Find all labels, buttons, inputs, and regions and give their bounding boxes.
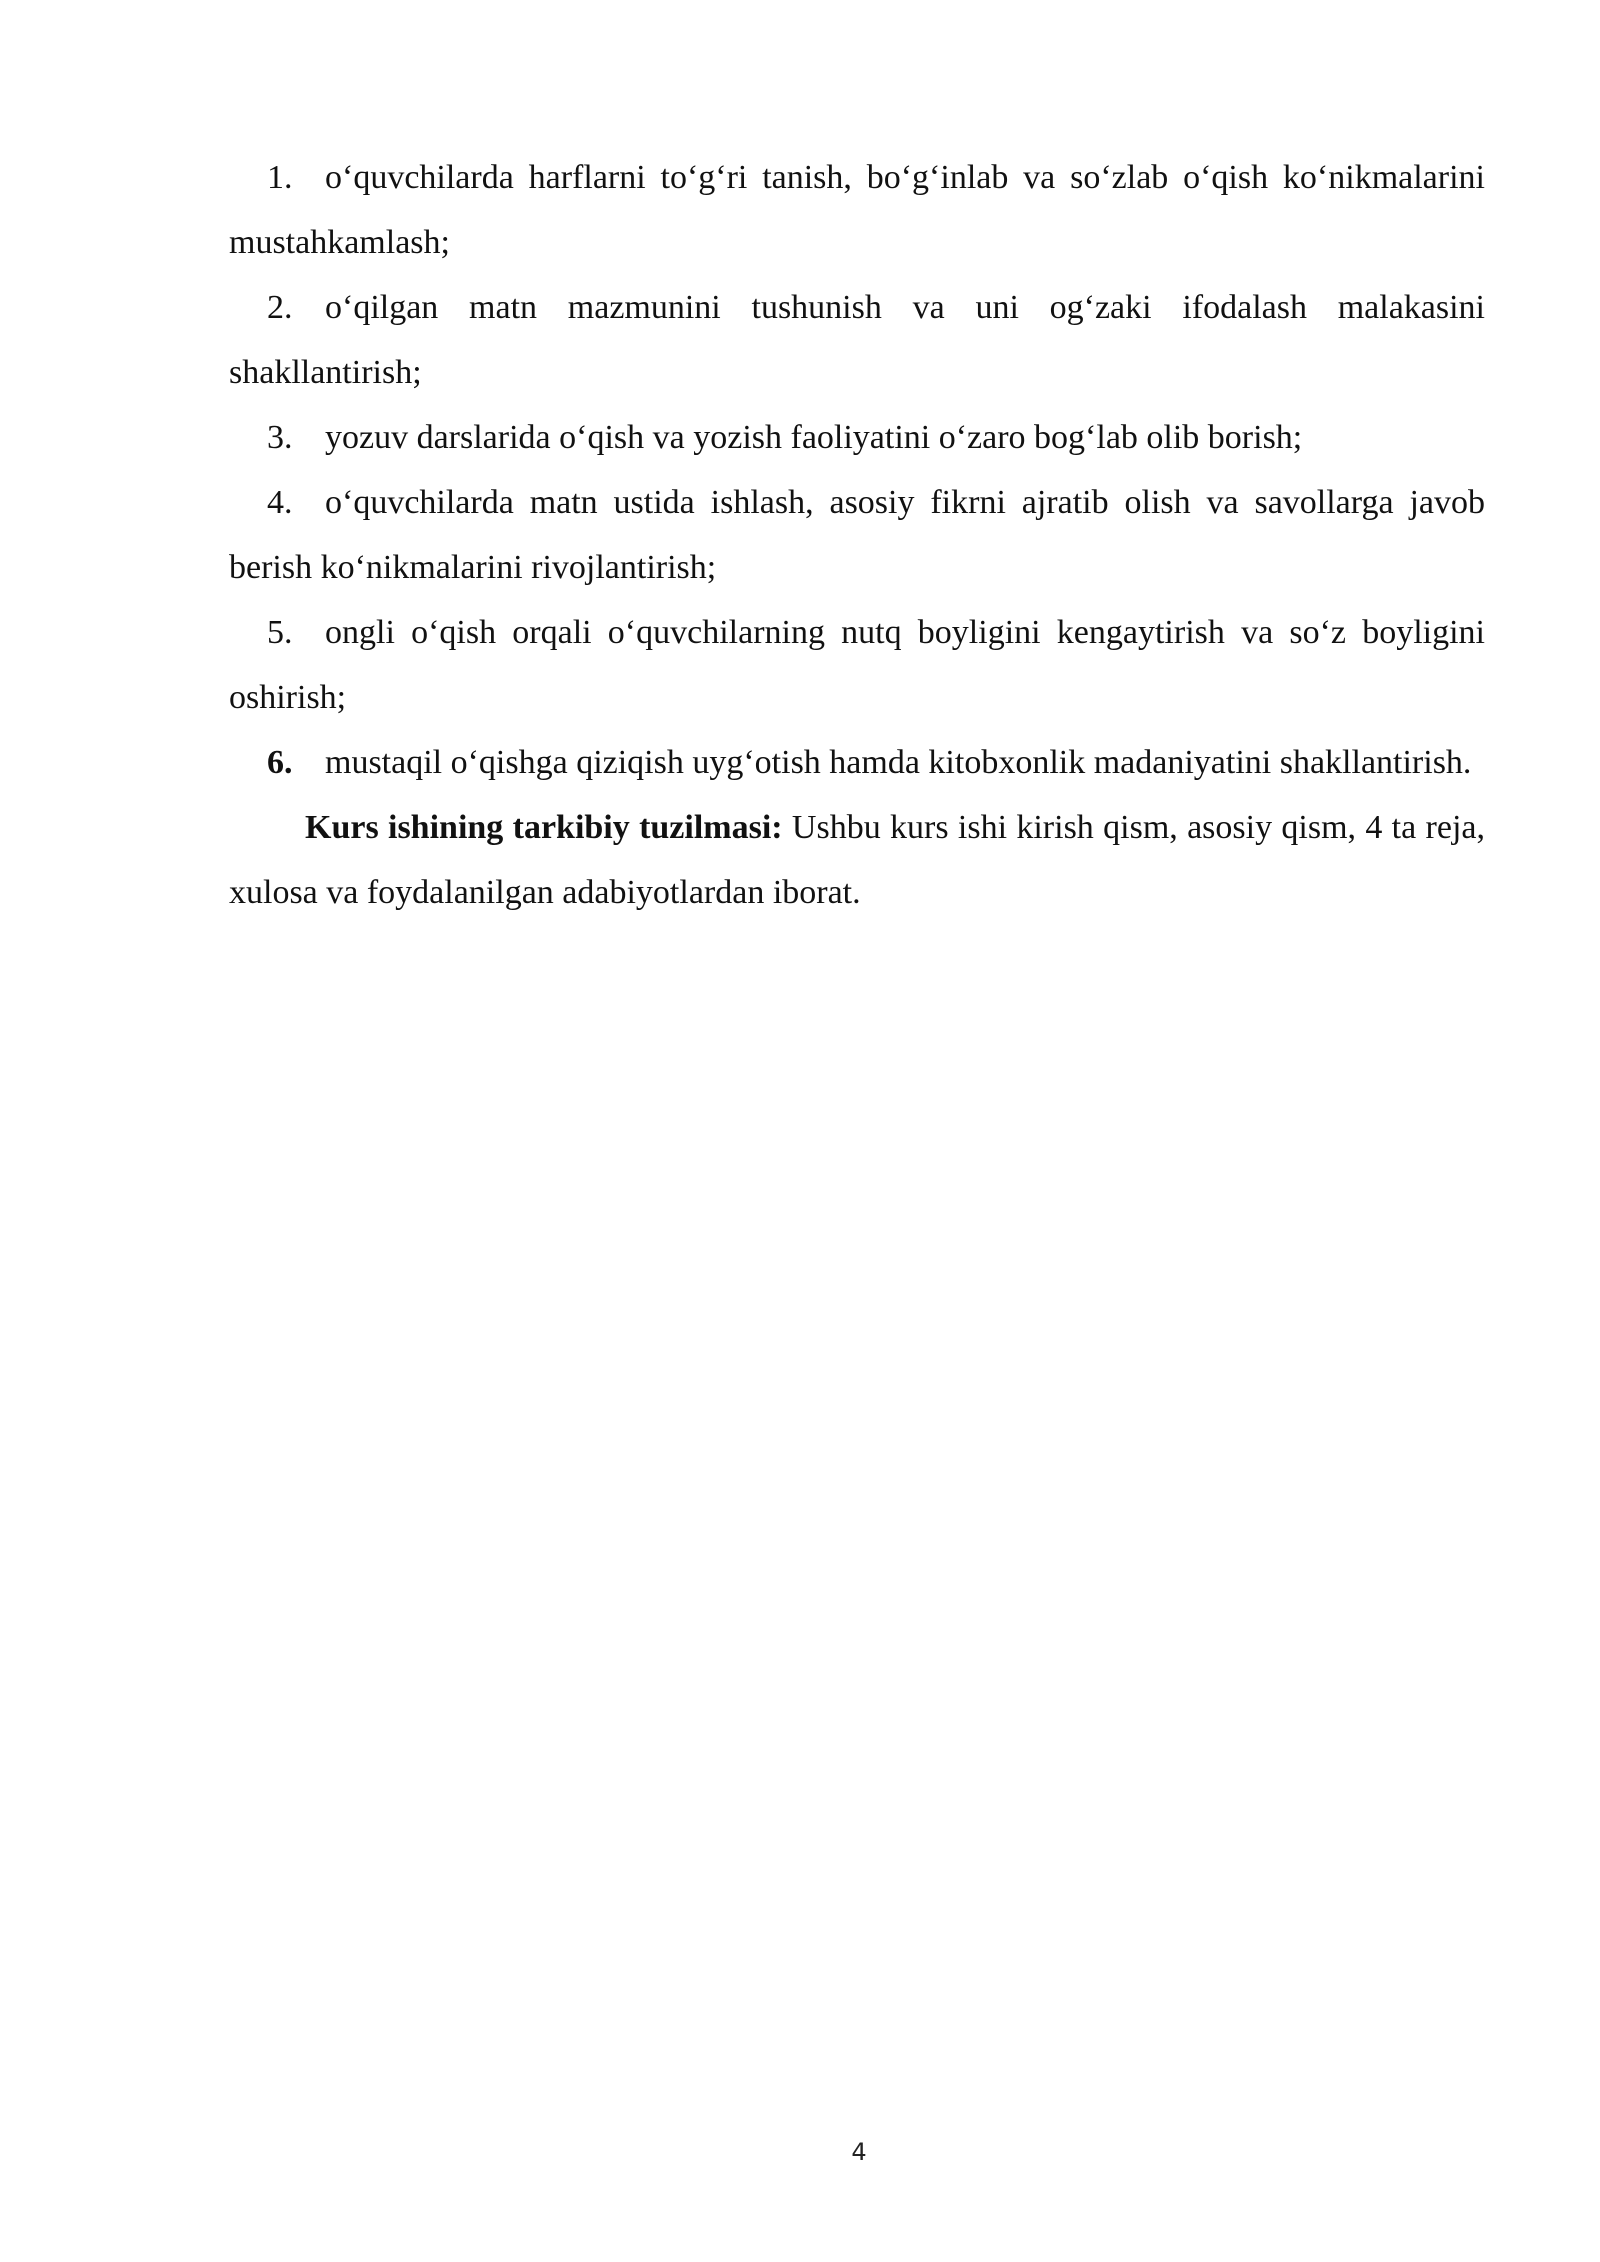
- list-text-6: mustaqil o‘qishga qiziqish uyg‘otish hamda kitobxonlik madaniyatini shakllantirish.: [325, 744, 1472, 781]
- list-number-6: 6.: [267, 744, 293, 781]
- list-number-4: 4.: [267, 484, 293, 521]
- list-item-6: [229, 730, 1485, 795]
- list-item-1: [229, 145, 1485, 275]
- summary-label: Kurs ishining tarkibiy tuzilmasi:: [305, 809, 783, 846]
- page-content: [229, 145, 1485, 925]
- summary-text: Ushbu kurs ishi kirish qism, asosiy qism, 4 ta reja, xulosa va foydalanilgan adabiyotlardan iborat.: [229, 809, 1485, 911]
- list-number-5: 5.: [267, 614, 293, 651]
- list-item-5: [229, 600, 1485, 730]
- structure-summary: [229, 795, 1485, 925]
- list-item-2: [229, 275, 1485, 405]
- list-item-3: [229, 405, 1485, 470]
- page-number: 4: [851, 2138, 867, 2166]
- list-item-4: [229, 470, 1485, 600]
- list-number-2: 2.: [267, 289, 293, 326]
- list-text-2: o‘qilgan matn mazmunini tushunish va uni og‘zaki ifodalash malakasini shakllantirish;: [229, 289, 1485, 391]
- list-text-5: ongli o‘qish orqali o‘quvchilarning nutq boyligini kengaytirish va so‘z boyligini oshirish;: [229, 614, 1485, 716]
- list-text-3: yozuv darslarida o‘qish va yozish faoliyatini o‘zaro bog‘lab olib borish;: [325, 419, 1303, 456]
- list-text-1: o‘quvchilarda harflarni to‘g‘ri tanish, bo‘g‘inlab va so‘zlab o‘qish ko‘nikmalarini mustahkamlash;: [229, 159, 1485, 261]
- list-number-1: 1.: [267, 159, 293, 196]
- list-number-3: 3.: [267, 419, 293, 456]
- list-text-4: o‘quvchilarda matn ustida ishlash, asosiy fikrni ajratib olish va savollarga javob berish ko‘nikmalarini rivojlantirish;: [229, 484, 1485, 586]
